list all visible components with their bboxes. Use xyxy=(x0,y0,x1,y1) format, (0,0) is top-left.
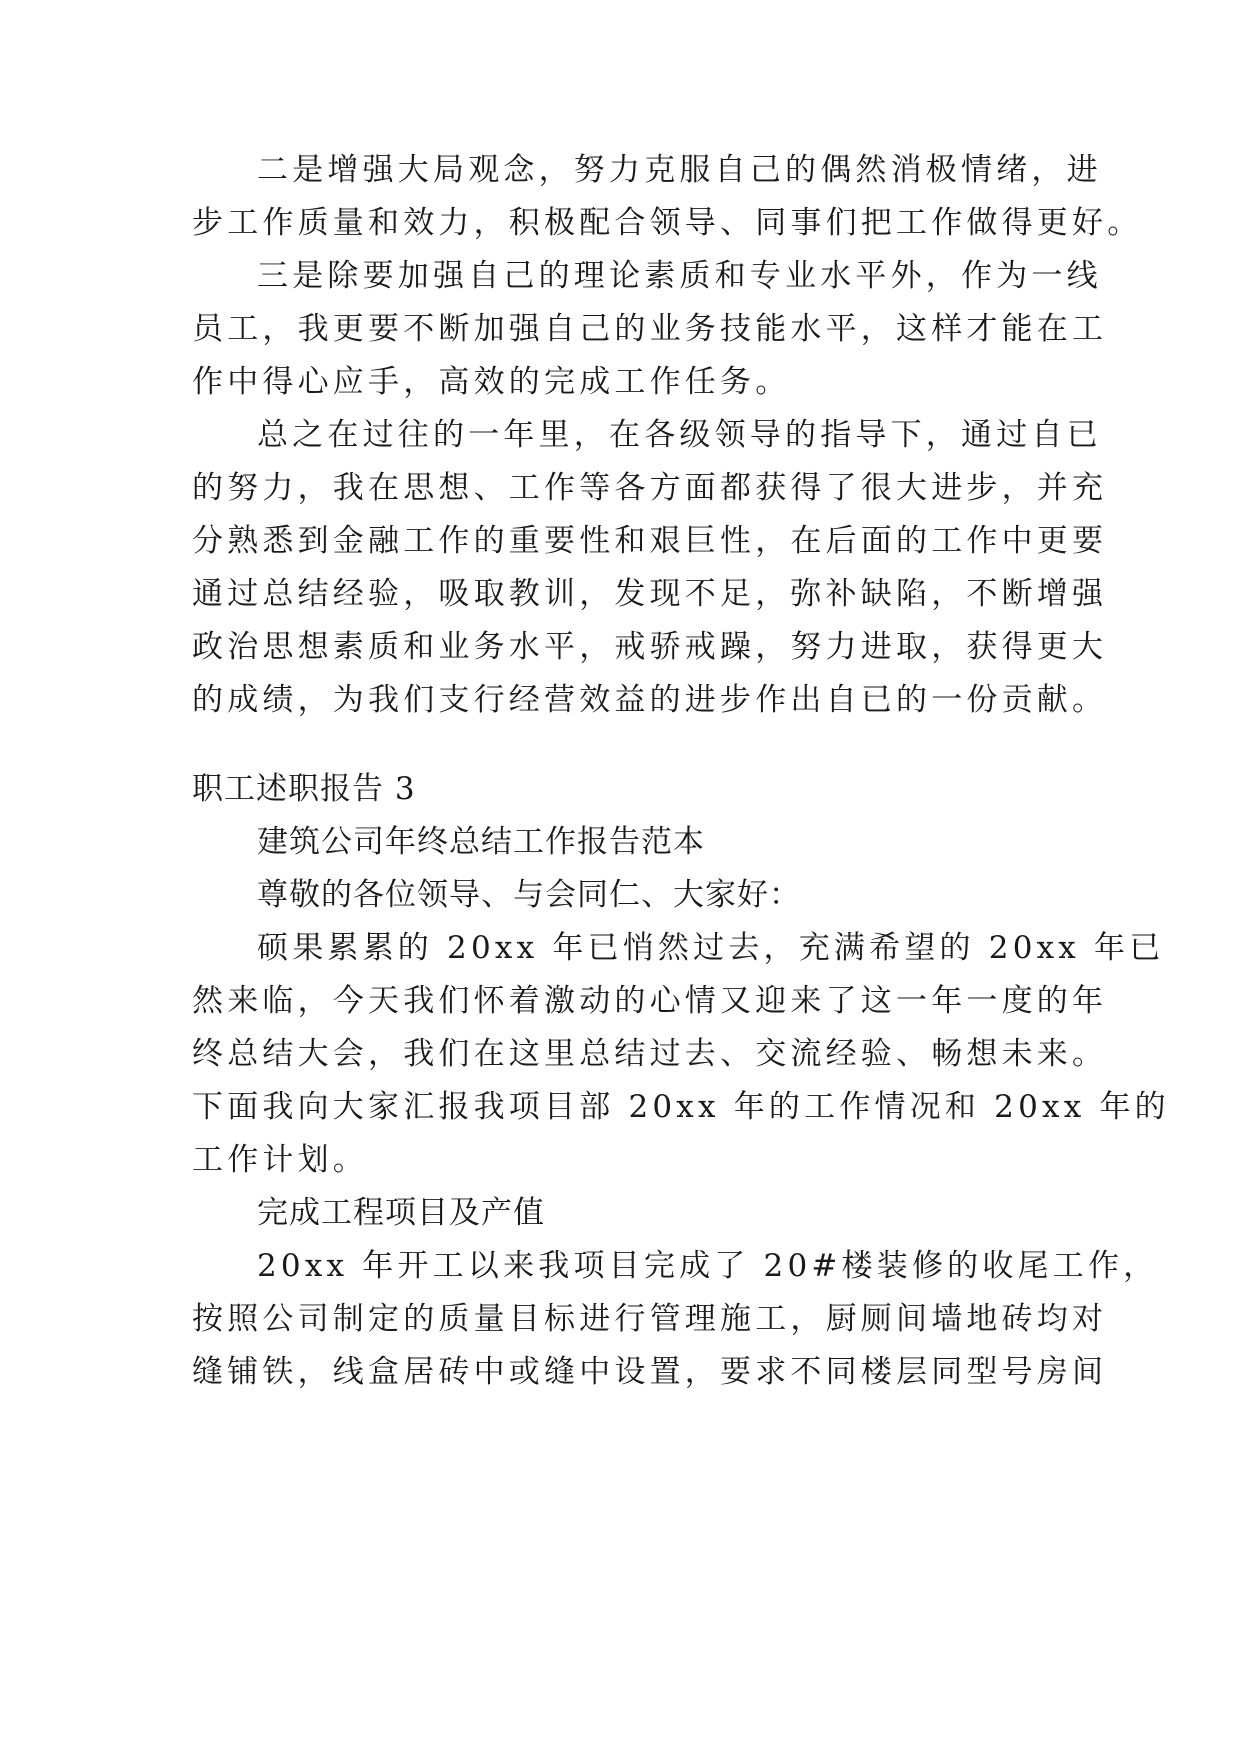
document-subtitle: 建筑公司年终总结工作报告范本 xyxy=(257,824,705,860)
greeting-line: 尊敬的各位领导、与会同仁、大家好： xyxy=(257,877,801,913)
subheading: 完成工程项目及产值 xyxy=(257,1195,545,1231)
paragraph-line: 分熟悉到金融工作的重要性和艰巨性，在后面的工作中更要 xyxy=(192,523,1108,559)
paragraph-line: 缝铺铁，线盒居砖中或缝中设置，要求不同楼层同型号房间 xyxy=(192,1354,1108,1390)
paragraph-line: 的努力，我在思想、工作等各方面都获得了很大进步，并充 xyxy=(192,470,1108,506)
paragraph-line: 然来临，今天我们怀着激动的心情又迎来了这一年一度的年 xyxy=(192,983,1108,1019)
paragraph-line: 的成绩，为我们支行经营效益的进步作出自已的一份贡献。 xyxy=(192,682,1108,718)
paragraph-line: 作中得心应手，高效的完成工作任务。 xyxy=(192,364,791,400)
paragraph-line: 通过总结经验，吸取教训，发现不足，弥补缺陷，不断增强 xyxy=(192,576,1108,612)
paragraph-line: 下面我向大家汇报我项目部 20xx 年的工作情况和 20xx 年的 xyxy=(192,1089,1170,1125)
paragraph-line: 三是除要加强自己的理论素质和专业水平外，作为一线 xyxy=(257,258,1102,294)
paragraph-line: 终总结大会，我们在这里总结过去、交流经验、畅想未来。 xyxy=(192,1036,1108,1072)
paragraph-line: 硕果累累的 20xx 年已悄然过去，充满希望的 20xx 年已 xyxy=(257,930,1165,966)
section-heading: 职工述职报告 3 xyxy=(192,771,416,807)
paragraph-line: 步工作质量和效力，积极配合领导、同事们把工作做得更好。 xyxy=(192,205,1143,241)
paragraph-line: 二是增强大局观念，努力克服自己的偶然消极情绪，进 xyxy=(257,152,1102,188)
paragraph-line: 按照公司制定的质量目标进行管理施工，厨厕间墙地砖均对 xyxy=(192,1301,1108,1337)
paragraph-line: 总之在过往的一年里，在各级领导的指导下，通过自已 xyxy=(257,417,1102,453)
paragraph-line: 工作计划。 xyxy=(192,1142,368,1178)
paragraph-line: 政治思想素质和业务水平，戒骄戒躁，努力进取，获得更大 xyxy=(192,629,1108,665)
paragraph-line: 员工，我更要不断加强自己的业务技能水平，这样才能在工 xyxy=(192,311,1108,347)
paragraph-line: 20xx 年开工以来我项目完成了 20#楼装修的收尾工作， xyxy=(257,1248,1159,1284)
